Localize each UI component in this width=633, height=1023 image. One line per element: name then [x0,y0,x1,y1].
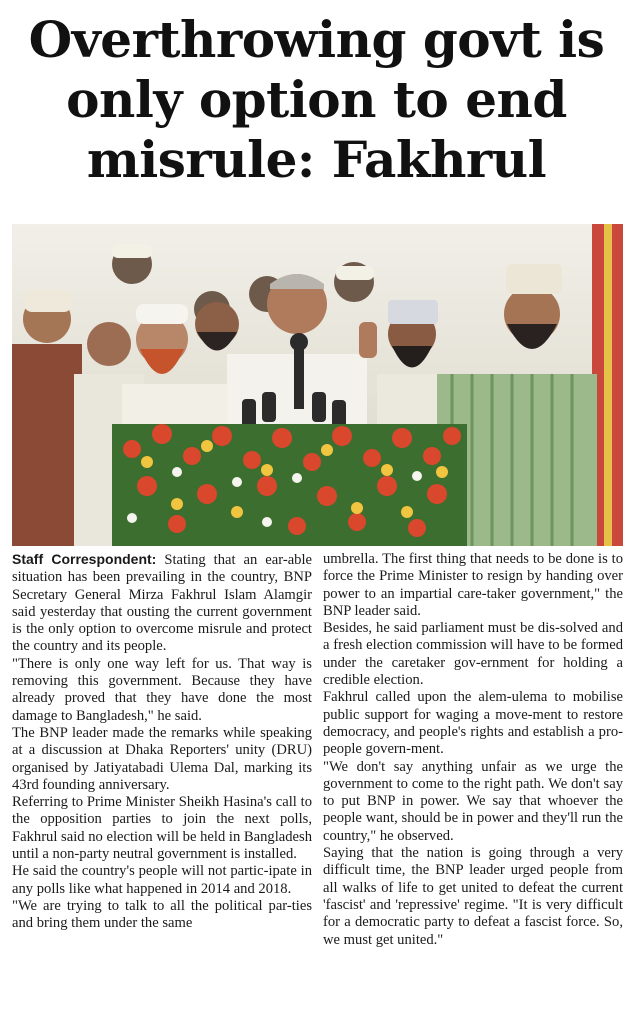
headline: Overthrowing govt is only option to end misrule: Fakhrul [28,10,605,189]
column-left [12,551,312,1019]
paragraph: He said the country's people will not partic-ipate in any polls like what happened in 2014 and 2018. [12,863,312,897]
column-right [323,551,623,1019]
paragraph: "We are trying to talk to all the political par-ties and bring them under the same [12,897,312,932]
paragraph-text: Stating that an ear-able situation has been prevailing in the country, BNP Secretary General Mirza Fakhrul Islam Alamgir said yesterday that ousting the current government is the only option to overcome misrule and protect the country and its people. [12,552,312,655]
paragraph: Referring to Prime Minister Sheikh Hasina's call to the opposition parties to join the next polls, Fakhrul said no election will be held in Bangladesh until a non-party neutral government is installed. [12,794,312,863]
paragraph: Saying that the nation is going through a very difficult time, the BNP leader urged people from all walks of life to get united to defeat the current 'fascist' and 'repressive' regime. "It is very difficult for a democratic party to defeat a fascist force. So, we must get united." [323,845,623,948]
paragraph: "There is only one way left for us. That way is removing this government. Because they have already proved that they have done the most damage to Bangladesh," he said. [12,655,312,724]
paragraph: "We don't say anything unfair as we urge the government to come to the right path. We don't say to put BNP in power. We say that whoever the people want, should be in power and they'll run the country," he observed. [323,758,623,844]
byline: Staff Correspondent: [12,551,157,567]
article-body [12,551,623,1019]
paragraph: umbrella. The first thing that needs to be done is to force the Prime Minister to resign by handing over power to an impartial care-taker government," the BNP leader said. [323,551,623,619]
paragraph: Besides, he said parliament must be dis-solved and a fresh election commission will have to be formed under the caretaker gov-ernment for holding a credible election. [323,620,623,689]
paragraph: Fakhrul called upon the alem-ulema to mobilise public support for waging a move-ment to restore democracy, and people's rights and establish a pro-people govern-ment. [323,689,623,758]
paragraph: The BNP leader made the remarks while speaking at a discussion at Dhaka Reporters' unity (DRU) organised by Jatiyatabadi Ulema Dal, marking its 43rd founding anniversary. [12,724,312,793]
news-photo [12,224,623,546]
paragraph [12,551,312,656]
